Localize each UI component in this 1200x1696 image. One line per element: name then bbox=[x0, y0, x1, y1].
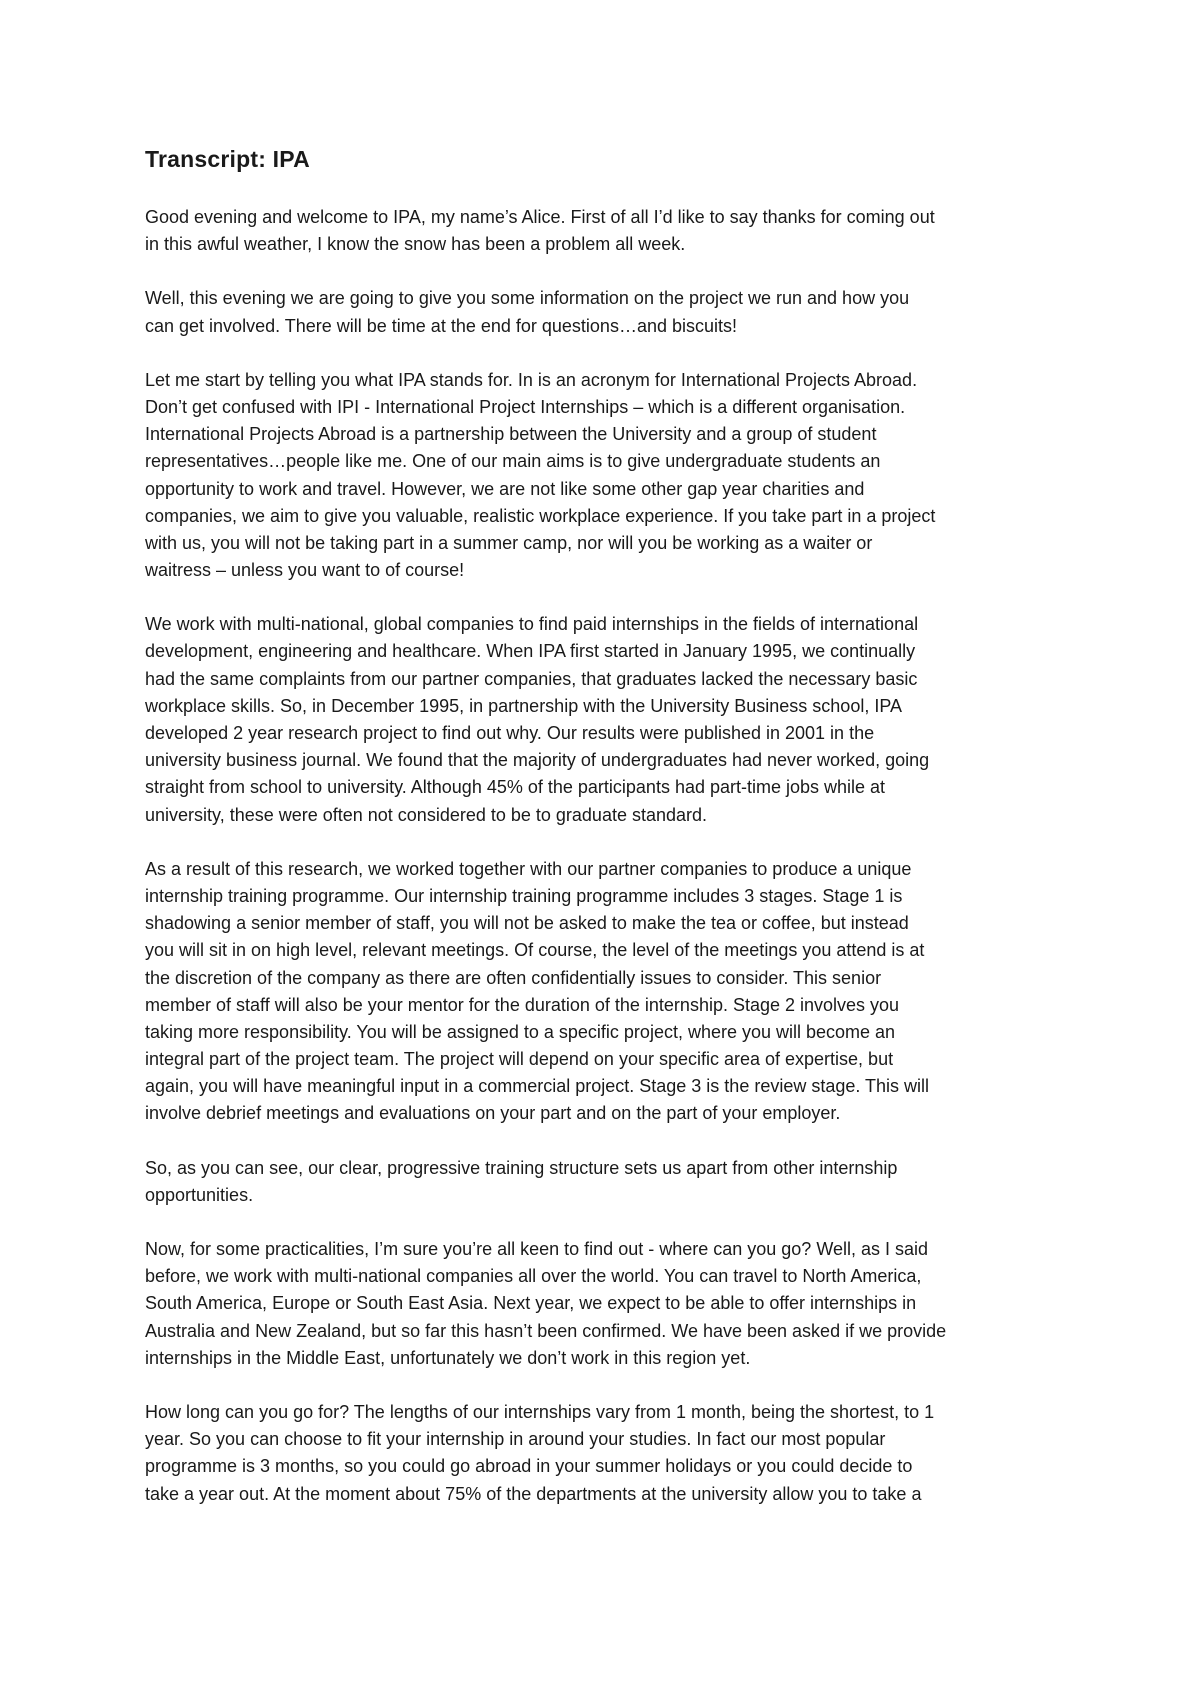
paragraph bbox=[145, 856, 1075, 1128]
text-line: programme is 3 months, so you could go abroad in your summer holidays or you could decide to bbox=[145, 1456, 913, 1477]
text-line: waitress – unless you want to of course! bbox=[145, 560, 465, 581]
text-line: take a year out. At the moment about 75% of the departments at the university allow you to take a bbox=[145, 1483, 922, 1504]
text-line: with us, you will not be taking part in a summer camp, nor will you be working as a waiter or bbox=[145, 532, 873, 553]
text-line: As a result of this research, we worked together with our partner companies to produce a unique bbox=[145, 858, 912, 879]
document-title: Transcript: IPA bbox=[145, 146, 310, 172]
document-body bbox=[145, 142, 1075, 1535]
text-line: in this awful weather, I know the snow has been a problem all week. bbox=[145, 234, 686, 255]
paragraph bbox=[145, 1155, 1075, 1209]
text-line: university, these were often not considered to be to graduate standard. bbox=[145, 804, 708, 825]
paragraph bbox=[145, 611, 1075, 829]
text-line: internship training programme. Our internship training programme includes 3 stages. Stage 1 is bbox=[145, 885, 903, 906]
text-line: can get involved. There will be time at the end for questions…and biscuits! bbox=[145, 315, 737, 336]
text-line: We work with multi-national, global companies to find paid internships in the fields of international bbox=[145, 614, 919, 635]
paragraph-list bbox=[145, 204, 1075, 1508]
text-line: International Projects Abroad is a partnership between the University and a group of student bbox=[145, 424, 877, 445]
text-line: Let me start by telling you what IPA stands for. In is an acronym for International Projects Abroad. bbox=[145, 369, 918, 390]
text-line: before, we work with multi-national companies all over the world. You can travel to North America, bbox=[145, 1266, 922, 1287]
text-line: South America, Europe or South East Asia. Next year, we expect to be able to offer internships in bbox=[145, 1293, 917, 1314]
text-line: Now, for some practicalities, I’m sure you’re all keen to find out - where can you go? Well, as I said bbox=[145, 1239, 929, 1259]
text-line: opportunities. bbox=[145, 1184, 254, 1205]
text-line: internships in the Middle East, unfortunately we don’t work in this region yet. bbox=[145, 1347, 751, 1368]
text-line: representatives…people like me. One of our main aims is to give undergraduate students an bbox=[145, 451, 881, 472]
text-line: So, as you can see, our clear, progressive training structure sets us apart from other internship bbox=[145, 1157, 898, 1178]
text-line: university business journal. We found that the majority of undergraduates had never worked, going bbox=[145, 750, 930, 771]
text-line: taking more responsibility. You will be assigned to a specific project, where you will become an bbox=[145, 1021, 896, 1042]
text-line: integral part of the project team. The project will depend on your specific area of expertise, but bbox=[145, 1049, 894, 1070]
text-line: Australia and New Zealand, but so far this hasn’t been confirmed. We have been asked if we provide bbox=[145, 1320, 947, 1341]
paragraph bbox=[145, 1399, 1075, 1508]
text-line: the discretion of the company as there are often confidentially issues to consider. This senior bbox=[145, 967, 882, 988]
text-line: shadowing a senior member of staff, you will not be asked to make the tea or coffee, but instead bbox=[145, 913, 909, 934]
text-line: How long can you go for? The lengths of our internships vary from 1 month, being the shortest, to 1 bbox=[145, 1401, 935, 1422]
text-line: involve debrief meetings and evaluations on your part and on the part of your employer. bbox=[145, 1103, 841, 1124]
paragraph bbox=[145, 285, 1075, 339]
text-line: opportunity to work and travel. However, we are not like some other gap year charities and bbox=[145, 478, 865, 499]
text-line: Well, this evening we are going to give you some information on the project we run and how you bbox=[145, 288, 910, 309]
text-line: Good evening and welcome to IPA, my name’s Alice. First of all I’d like to say thanks for coming out bbox=[145, 207, 935, 227]
text-line: companies, we aim to give you valuable, realistic workplace experience. If you take part in a project bbox=[145, 505, 936, 526]
text-line: had the same complaints from our partner companies, that graduates lacked the necessary basic bbox=[145, 668, 918, 689]
text-line: member of staff will also be your mentor for the duration of the internship. Stage 2 involves you bbox=[145, 994, 900, 1015]
text-line: workplace skills. So, in December 1995, in partnership with the University Business school, IPA bbox=[145, 695, 903, 716]
text-line: developed 2 year research project to find out why. Our results were published in 2001 in the bbox=[145, 723, 875, 743]
text-line: Don’t get confused with IPI - International Project Internships – which is a different organisation. bbox=[145, 396, 906, 417]
paragraph bbox=[145, 367, 1075, 585]
text-line: again, you will have meaningful input in a commercial project. Stage 3 is the review stage. This will bbox=[145, 1076, 930, 1097]
text-line: you will sit in on high level, relevant meetings. Of course, the level of the meetings you attend is at bbox=[145, 940, 925, 961]
paragraph bbox=[145, 1236, 1075, 1372]
text-line: year. So you can choose to fit your internship in around your studies. In fact our most popular bbox=[145, 1429, 886, 1450]
text-line: straight from school to university. Although 45% of the participants had part-time jobs while at bbox=[145, 777, 886, 798]
paragraph bbox=[145, 204, 1075, 258]
text-line: development, engineering and healthcare. When IPA first started in January 1995, we continually bbox=[145, 641, 916, 662]
